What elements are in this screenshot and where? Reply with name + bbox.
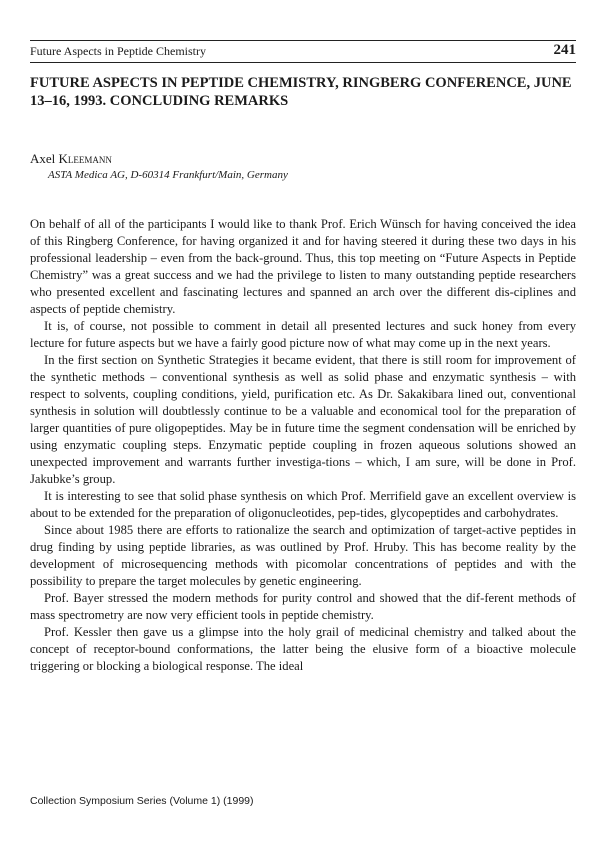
paragraph-6: Prof. Bayer stressed the modern methods for purity control and showed that the dif-ferent methods of mass spectrometry are now very efficient tools in peptide chemistry. [30,591,576,622]
author-last-name: Kleemann [58,151,112,166]
header-bottom-rule [30,62,576,63]
paragraph-3: In the first section on Synthetic Strategies it became evident, that there is still room for improvement of the synthetic methods – conventional synthesis as well as solid phase and enzymatic synthesis – with respect to solvents, coupling conditions, yield, purification etc. As Dr. Sakakibara lined out, conventional synthesis in solution will doubtlessly continue to be a valuable and economical tool for the preparation of larger quantities of pure oligopeptides. May be in future time the segment condensation will be enriched by using enzymatic coupling steps. Enzymatic peptide coupling in frozen aqueous solutions showed an unexpected improvement and warrants further investiga-tions – which, I am sure, will be done in Prof. Jakubke’s group. [30,353,576,486]
paragraph-7: Prof. Kessler then gave us a glimpse into the holy grail of medicinal chemistry and talked about the concept of receptor-bound conformations, the latter being the elusive form of a bioactive molecule triggering or blocking a biological response. The ideal [30,625,576,673]
author-name [30,151,112,167]
header-top-rule [30,40,576,41]
running-title: Future Aspects in Peptide Chemistry [30,44,206,58]
author-affiliation: ASTA Medica AG, D-60314 Frankfurt/Main, Germany [48,169,288,181]
author-first-name: Axel [30,151,59,166]
paragraph-4: It is interesting to see that solid phase synthesis on which Prof. Merrifield gave an excellent overview is about to be extended for the preparation of oligonucleotides, pep-tides, glycopeptides and carbohydrates. [30,489,576,520]
series-footer: Collection Symposium Series (Volume 1) (1999) [30,795,254,807]
article-title: FUTURE ASPECTS IN PEPTIDE CHEMISTRY, RINGBERG CONFERENCE, JUNE 13–16, 1993. CONCLUDING REMARKS [30,75,572,109]
article-body [30,216,576,675]
paragraph-2: It is, of course, not possible to comment in detail all presented lectures and suck honey from every lecture for future aspects but we have a fairly good picture now of what may come up in the next years. [30,319,576,350]
page-number: 241 [553,42,576,58]
paragraph-5: Since about 1985 there are efforts to rationalize the search and optimization of target-active peptides in drug finding by using peptide libraries, as was outlined by Prof. Hruby. This has become reality by the development of microsequencing methods with picomolar concentrations of peptides and with the possibility to prepare the target molecules by genetic engineering. [30,523,576,588]
paragraph-1: On behalf of all of the participants I would like to thank Prof. Erich Wünsch for having conceived the idea of this Ringberg Conference, for having organized it and for having steered it during these two days in his professional leadership – even from the back-ground. Thus, this top meeting on “Future Aspects in Peptide Chemistry” was a great success and we had the privilege to listen to many outstanding peptide researchers who presented excellent and fascinating lectures and spanned an arch over the different dis-ciplines and aspects of peptide chemistry. [30,217,576,316]
running-header [30,42,576,62]
